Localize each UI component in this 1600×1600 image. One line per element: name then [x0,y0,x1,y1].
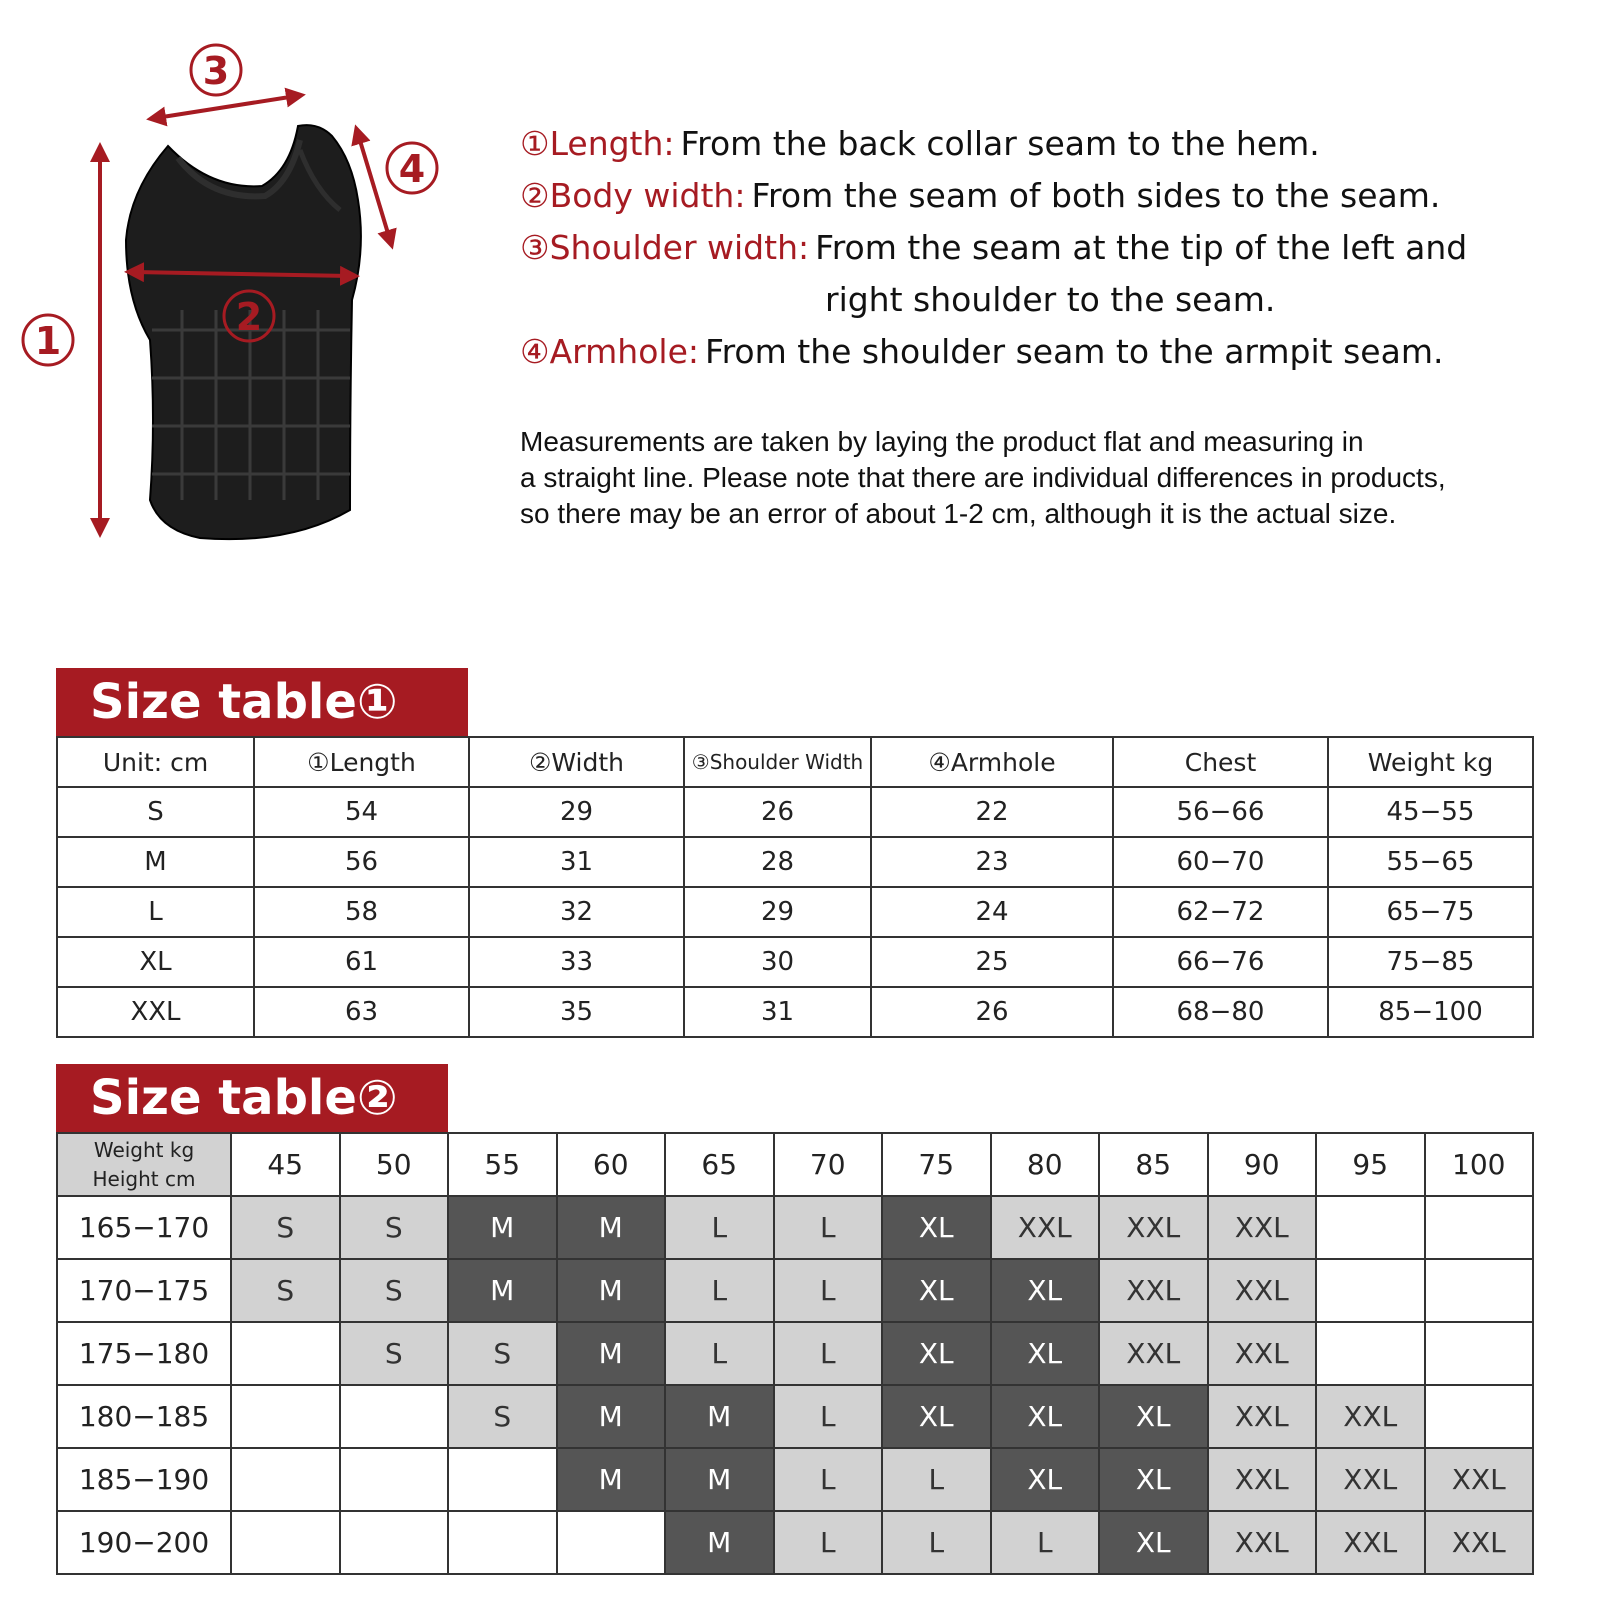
table-row [57,937,1533,987]
table-cell: 56 [254,837,469,887]
table-cell: 29 [469,787,684,837]
weight-header-cell: 70 [774,1133,883,1196]
table-row [57,1259,1533,1322]
size-cell: S [231,1196,340,1259]
size-cell: M [665,1385,774,1448]
size-cell: L [665,1259,774,1322]
note-line: so there may be an error of about 1-2 cm, although it is the actual size. [520,498,1397,529]
size-cell: XXL [1208,1196,1317,1259]
table-cell: 54 [254,787,469,837]
size-cell: XL [991,1322,1100,1385]
size-cell [340,1511,449,1574]
table-row [57,787,1533,837]
table-cell: 33 [469,937,684,987]
size-cell: S [340,1259,449,1322]
height-label-cell: 175−180 [57,1322,231,1385]
height-label-cell: 190−200 [57,1511,231,1574]
size-cell: XL [882,1385,991,1448]
table-cell: 85−100 [1328,987,1533,1037]
weight-header-cell: 50 [340,1133,449,1196]
table-row [57,1322,1533,1385]
size-cell: XL [991,1259,1100,1322]
size-cell: L [774,1196,883,1259]
height-label-cell: 185−190 [57,1448,231,1511]
header-shoulder-width: ③Shoulder Width [684,737,871,787]
size-cell [1316,1259,1425,1322]
size-cell: XXL [1208,1511,1317,1574]
marker-2-label: 2 [235,295,263,339]
size-cell [340,1385,449,1448]
size-label-cell: M [57,837,254,887]
size-label-cell: S [57,787,254,837]
table-cell: 65−75 [1328,887,1533,937]
size-cell: S [340,1322,449,1385]
size-cell: M [557,1196,666,1259]
table-cell: 60−70 [1113,837,1328,887]
size-cell [231,1511,340,1574]
table-row [57,1196,1533,1259]
table-cell: 30 [684,937,871,987]
header-width: ②Width [469,737,684,787]
table-row [57,1448,1533,1511]
size-cell: L [774,1322,883,1385]
table-row [57,837,1533,887]
size-label-cell: XL [57,937,254,987]
table-cell: 66−76 [1113,937,1328,987]
note-line: a straight line. Please note that there are individual differences in products, [520,462,1446,493]
table-cell: 22 [871,787,1113,837]
header-weight: Weight kg [1328,737,1533,787]
table-cell: 61 [254,937,469,987]
definition-term: ①Length [520,124,664,163]
size-cell [448,1511,557,1574]
header-unit: Unit: cm [57,737,254,787]
size-cell: L [665,1196,774,1259]
table-header-row [57,1133,1533,1196]
weight-header-cell: 100 [1425,1133,1534,1196]
size-cell: M [665,1448,774,1511]
weight-header-cell: 90 [1208,1133,1317,1196]
size-cell: XL [882,1196,991,1259]
table-cell: 31 [684,987,871,1037]
weight-header-cell: 95 [1316,1133,1425,1196]
weight-header-cell: 80 [991,1133,1100,1196]
table-cell: 32 [469,887,684,937]
size-cell [340,1448,449,1511]
table-row [57,1511,1533,1574]
size-cell: S [231,1259,340,1322]
size-cell: XXL [1316,1448,1425,1511]
definition-armhole [520,326,1580,378]
size-cell: L [665,1322,774,1385]
size-cell: XXL [991,1196,1100,1259]
size-cell: XL [1099,1385,1208,1448]
table-cell: 23 [871,837,1113,887]
definition-colon: : [663,124,675,163]
size-cell: S [448,1322,557,1385]
table-row [57,1385,1533,1448]
size-table-2-title: Size table② [56,1064,448,1132]
corner-header [57,1133,231,1196]
corner-height-label: Height cm [92,1166,196,1191]
size-cell: L [882,1448,991,1511]
table-cell: 63 [254,987,469,1037]
size-cell: XL [882,1322,991,1385]
header-armhole: ④Armhole [871,737,1113,787]
size-table-1 [56,736,1534,1038]
shoulder-width-arrow [156,96,296,118]
definition-description: From the seam at the tip of the left and [815,228,1468,267]
size-cell: XXL [1208,1385,1317,1448]
definition-colon: : [687,332,699,371]
size-cell: M [665,1511,774,1574]
size-cell: L [991,1511,1100,1574]
definition-term: ④Armhole [520,332,688,371]
weight-header-cell: 75 [882,1133,991,1196]
table-cell: 26 [871,987,1113,1037]
weight-header-cell: 60 [557,1133,666,1196]
table-header-row [57,737,1533,787]
size-cell: XXL [1099,1196,1208,1259]
size-cell: L [774,1385,883,1448]
size-label-cell: XXL [57,987,254,1037]
table-row [57,887,1533,937]
size-cell: M [557,1448,666,1511]
size-cell [231,1385,340,1448]
table-cell: 28 [684,837,871,887]
definition-term: ③Shoulder width [520,228,798,267]
size-cell: M [557,1385,666,1448]
table-cell: 68−80 [1113,987,1328,1037]
size-cell [231,1448,340,1511]
header-chest: Chest [1113,737,1328,787]
weight-header-cell: 65 [665,1133,774,1196]
definition-description: From the seam of both sides to the seam. [751,176,1441,215]
armhole-arrow [358,134,390,240]
definition-body-width [520,170,1580,222]
size-cell: XXL [1208,1322,1317,1385]
table-cell: 58 [254,887,469,937]
size-cell: XXL [1099,1322,1208,1385]
size-cell: M [448,1196,557,1259]
size-cell: M [448,1259,557,1322]
marker-3-label: 3 [202,49,230,93]
header-length: ①Length [254,737,469,787]
size-cell: XXL [1099,1259,1208,1322]
size-cell [557,1511,666,1574]
size-cell: S [340,1196,449,1259]
size-cell [231,1322,340,1385]
size-cell: L [774,1448,883,1511]
size-cell: XL [1099,1448,1208,1511]
definition-continuation: right shoulder to the seam. [825,280,1276,319]
size-cell [1425,1385,1534,1448]
size-table-2 [56,1132,1534,1575]
size-table-1-title: Size table① [56,668,468,736]
definition-description: From the back collar seam to the hem. [680,124,1320,163]
table-cell: 25 [871,937,1113,987]
table-row [57,987,1533,1037]
marker-1-label: 1 [34,319,62,363]
table-cell: 75−85 [1328,937,1533,987]
size-cell: XXL [1208,1448,1317,1511]
weight-header-cell: 55 [448,1133,557,1196]
size-cell: XL [991,1448,1100,1511]
size-cell [1425,1322,1534,1385]
size-cell [1316,1196,1425,1259]
measurement-note [520,424,1590,532]
height-label-cell: 180−185 [57,1385,231,1448]
size-cell [1425,1259,1534,1322]
height-label-cell: 170−175 [57,1259,231,1322]
corner-weight-label: Weight kg [93,1137,195,1162]
size-cell [448,1448,557,1511]
size-cell: XXL [1316,1511,1425,1574]
size-cell: XL [1099,1511,1208,1574]
definition-description: From the shoulder seam to the armpit seam. [705,332,1444,371]
definition-shoulder-width [520,222,1580,274]
measurement-definitions [520,118,1580,378]
table-cell: 31 [469,837,684,887]
size-cell [1425,1196,1534,1259]
weight-header-cell: 45 [231,1133,340,1196]
table-cell: 35 [469,987,684,1037]
table-cell: 55−65 [1328,837,1533,887]
size-cell: XL [882,1259,991,1322]
size-cell: XXL [1208,1259,1317,1322]
size-cell: S [448,1385,557,1448]
table-cell: 62−72 [1113,887,1328,937]
size-cell: XXL [1425,1448,1534,1511]
marker-4-label: 4 [398,147,426,191]
table-cell: 29 [684,887,871,937]
size-cell: XL [991,1385,1100,1448]
table-cell: 56−66 [1113,787,1328,837]
table-cell: 45−55 [1328,787,1533,837]
size-cell: M [557,1322,666,1385]
table-cell: 24 [871,887,1113,937]
size-cell: XXL [1316,1385,1425,1448]
weight-header-cell: 85 [1099,1133,1208,1196]
size-cell: L [774,1259,883,1322]
note-line: Measurements are taken by laying the product flat and measuring in [520,426,1364,457]
size-cell: XXL [1425,1511,1534,1574]
definition-term: ②Body width [520,176,735,215]
definition-length [520,118,1580,170]
size-cell: L [774,1511,883,1574]
size-cell [1316,1322,1425,1385]
height-label-cell: 165−170 [57,1196,231,1259]
size-cell: L [882,1511,991,1574]
size-label-cell: L [57,887,254,937]
size-cell: M [557,1259,666,1322]
table-cell: 26 [684,787,871,837]
definition-colon: : [734,176,746,215]
tank-top-diagram [0,0,470,560]
definition-colon: : [798,228,810,267]
